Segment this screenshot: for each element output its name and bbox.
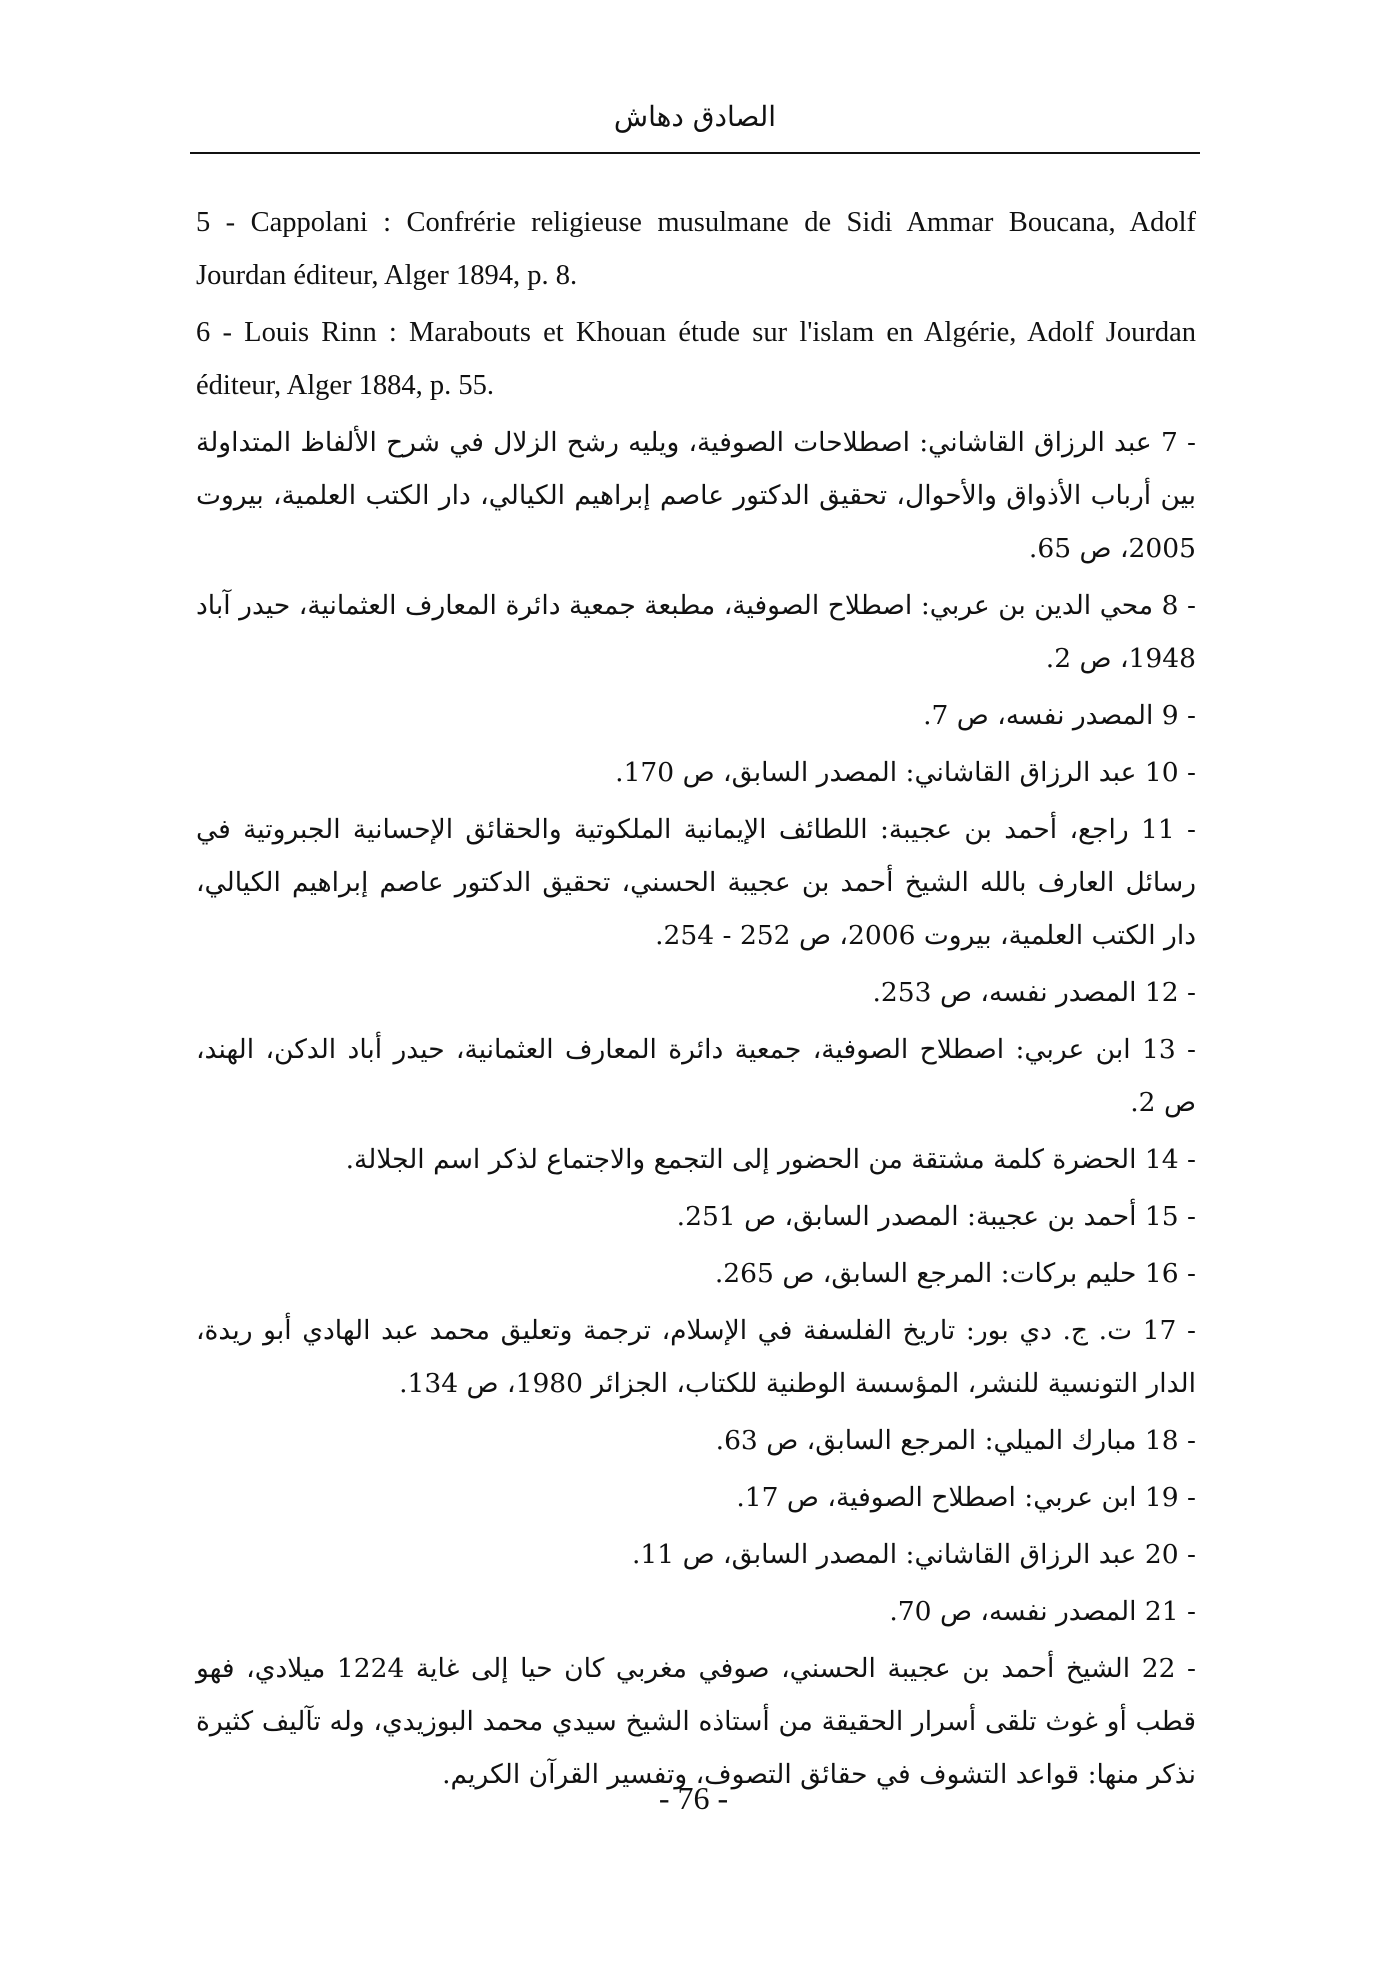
endnote-text: راجع، أحمد بن عجيبة: اللطائف الإيمانية الملكوتية والحقائق الإحسانية الجبروتية في رسائل العارف بالله الشيخ أحمد بن عجيبة الحسني، تحقيق الدكتور عاصم إبراهيم الكيالي، دار الكتب العلمية، بيروت 2006، ص 252 - 254. — [196, 814, 1196, 951]
endnote-number: 12 - — [1144, 977, 1196, 1008]
endnote-21 — [196, 1585, 1196, 1638]
endnote-14 — [196, 1133, 1196, 1186]
endnote-17 — [196, 1304, 1196, 1410]
endnote-number: 5 - — [196, 207, 236, 238]
endnote-number: 8 - — [1161, 590, 1196, 621]
endnote-text: عبد الرزاق القاشاني: اصطلاحات الصوفية، ويليه رشح الزلال في شرح الألفاظ المتداولة بين أرباب الأذواق والأحوال، تحقيق الدكتور عاصم إبراهيم الكيالي، دار الكتب العلمية، بيروت 2005، ص 65. — [196, 427, 1196, 564]
endnote-text: حليم بركات: المرجع السابق، ص 265. — [714, 1258, 1137, 1289]
endnote-text: محي الدين بن عربي: اصطلاح الصوفية، مطبعة جمعية دائرة المعارف العثمانية، حيدر آباد 1948، ص 2. — [196, 590, 1196, 674]
endnote-6 — [196, 306, 1196, 412]
endnote-text: Cappolani : Confrérie religieuse musulmane de Sidi Ammar Boucana, Adolf Jourdan éditeur, Alger 1894, p. 8. — [196, 207, 1196, 291]
page-number: - 76 - — [658, 1780, 729, 1816]
endnote-text: ابن عربي: اصطلاح الصوفية، ص 17. — [736, 1482, 1137, 1513]
endnote-number: 21 - — [1144, 1596, 1196, 1627]
endnote-5 — [196, 196, 1196, 302]
endnote-8 — [196, 579, 1196, 685]
endnote-text: عبد الرزاق القاشاني: المصدر السابق، ص 170. — [615, 757, 1137, 788]
endnote-number: 17 - — [1142, 1315, 1196, 1346]
endnote-10 — [196, 746, 1196, 799]
endnote-number: 18 - — [1144, 1425, 1196, 1456]
endnote-19 — [196, 1471, 1196, 1524]
endnote-7 — [196, 416, 1196, 575]
endnote-text: أحمد بن عجيبة: المصدر السابق، ص 251. — [676, 1201, 1137, 1232]
endnote-text: الشيخ أحمد بن عجيبة الحسني، صوفي مغربي كان حيا إلى غاية 1224 ميلادي، فهو قطب أو غوث تلقى أسرار الحقيقة من أستاذه الشيخ سيدي محمد البوزيدي، وله تآليف كثيرة نذكر منها: قواعد التشوف في حقائق التصوف، وتفسير القرآن الكريم. — [196, 1653, 1196, 1790]
endnote-number: 20 - — [1144, 1539, 1196, 1570]
endnote-number: 11 - — [1141, 814, 1196, 845]
endnote-text: ابن عربي: اصطلاح الصوفية، جمعية دائرة المعارف العثمانية، حيدر أباد الدكن، الهند، ص 2. — [196, 1034, 1196, 1118]
endnote-number: 22 - — [1141, 1653, 1196, 1684]
endnote-number: 6 - — [196, 317, 232, 348]
endnote-11 — [196, 803, 1196, 962]
endnote-22 — [196, 1642, 1196, 1801]
endnote-text: المصدر نفسه، ص 70. — [889, 1596, 1137, 1627]
endnote-9 — [196, 689, 1196, 742]
endnotes-list — [196, 196, 1196, 1805]
endnote-number: 13 - — [1141, 1034, 1196, 1065]
endnote-text: مبارك الميلي: المرجع السابق، ص 63. — [715, 1425, 1137, 1456]
endnote-number: 10 - — [1144, 757, 1196, 788]
endnote-number: 16 - — [1144, 1258, 1196, 1289]
endnote-13 — [196, 1023, 1196, 1129]
endnote-number: 15 - — [1144, 1201, 1196, 1232]
endnote-12 — [196, 966, 1196, 1019]
endnote-20 — [196, 1528, 1196, 1581]
running-header: الصادق دهاش — [613, 100, 777, 133]
endnote-16 — [196, 1247, 1196, 1300]
endnote-number: 7 - — [1160, 427, 1196, 458]
endnote-number: 9 - — [1161, 700, 1196, 731]
endnote-text: ت. ج. دي بور: تاريخ الفلسفة في الإسلام، ترجمة وتعليق محمد عبد الهادي أبو ريدة، الدار التونسية للنشر، المؤسسة الوطنية للكتاب، الجزائر 1980، ص 134. — [196, 1315, 1196, 1399]
endnote-18 — [196, 1414, 1196, 1467]
endnote-number: 14 - — [1144, 1144, 1196, 1175]
endnote-text: الحضرة كلمة مشتقة من الحضور إلى التجمع والاجتماع لذكر اسم الجلالة. — [345, 1144, 1137, 1175]
endnote-text: المصدر نفسه، ص 253. — [872, 977, 1137, 1008]
endnote-text: Louis Rinn : Marabouts et Khouan étude sur l'islam en Algérie, Adolf Jourdan éditeur, Alger 1884, p. 55. — [196, 317, 1196, 401]
endnote-text: المصدر نفسه، ص 7. — [923, 700, 1154, 731]
header-rule — [190, 152, 1200, 154]
endnote-text: عبد الرزاق القاشاني: المصدر السابق، ص 11. — [631, 1539, 1137, 1570]
endnote-number: 19 - — [1144, 1482, 1196, 1513]
endnote-15 — [196, 1190, 1196, 1243]
